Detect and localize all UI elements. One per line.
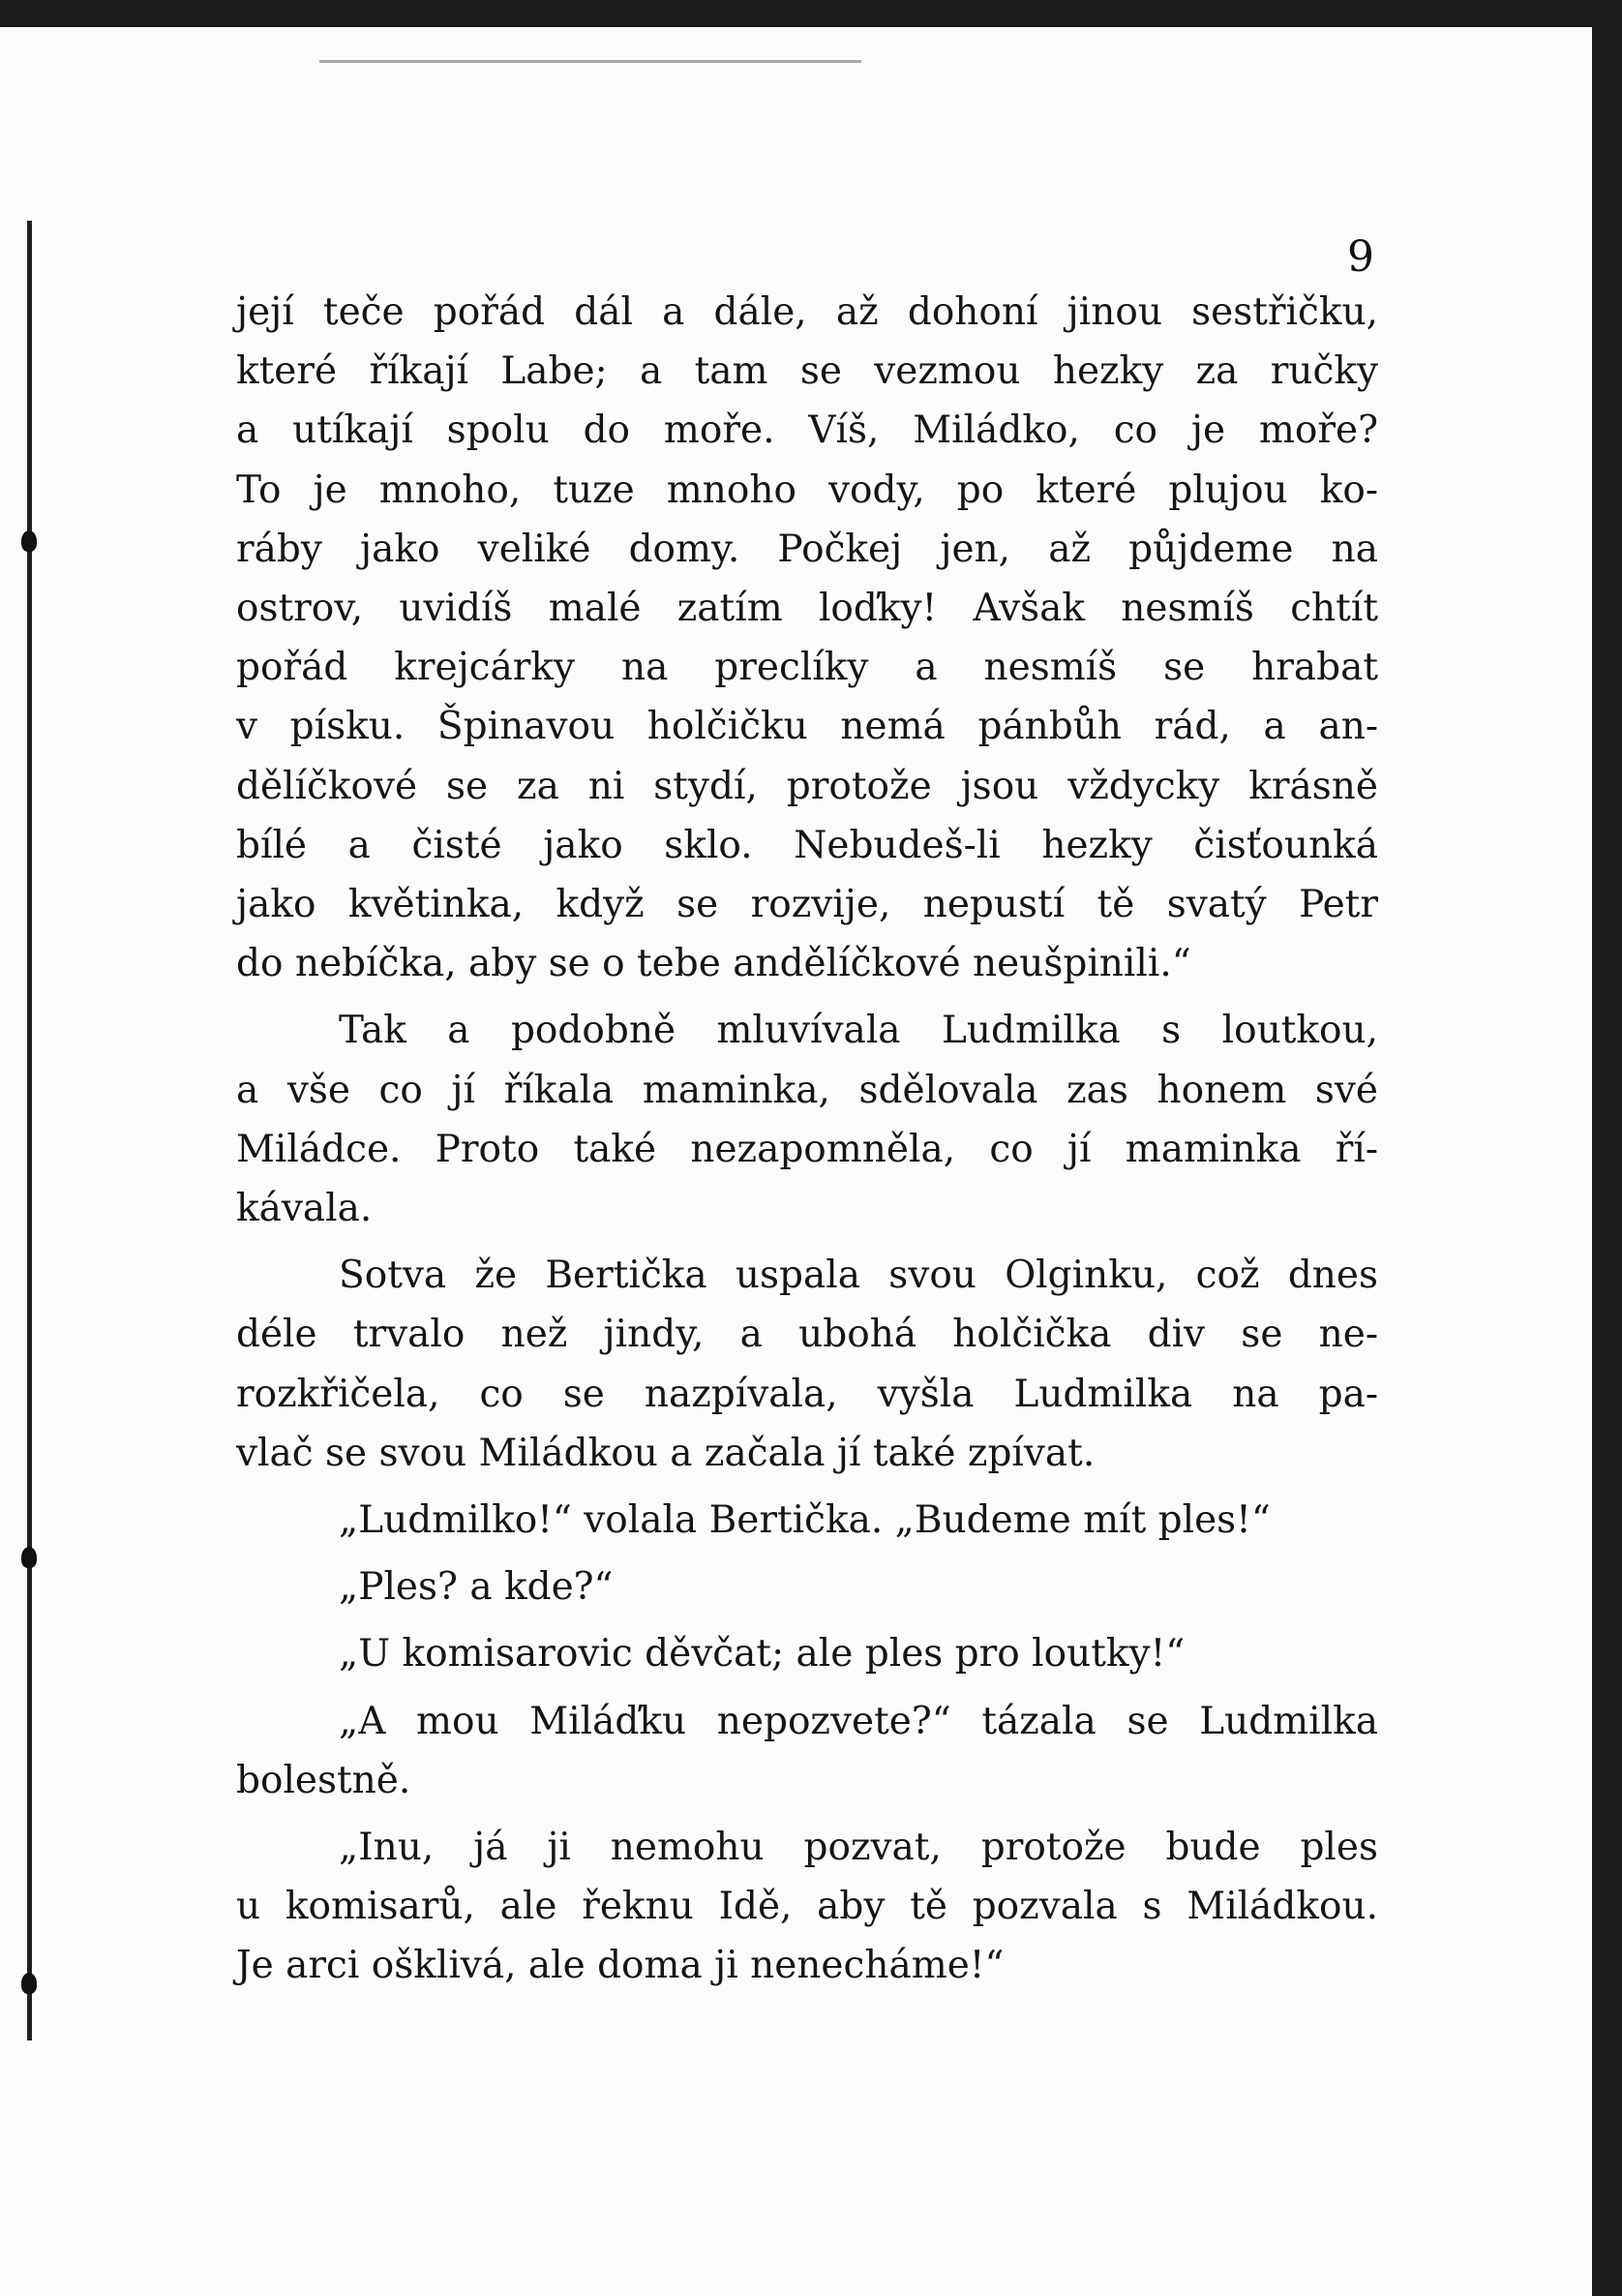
text-line: „Inu, já ji nemohu pozvat, protože bude ples [339, 1826, 1378, 1870]
text-line: bolestně. [236, 1758, 411, 1802]
text-line: Tak a podobně mluvívala Ludmilka s loutkou, [339, 1009, 1378, 1053]
paragraph [236, 1692, 1378, 1810]
paragraph [236, 1491, 1378, 1550]
paragraph [236, 1001, 1378, 1238]
text-line: jako květinka, když se rozvije, nepustí tě svatý Petr [236, 883, 1378, 927]
binding-mark [21, 1547, 37, 1568]
binding-edge [27, 221, 32, 2040]
text-line: „U komisarovic děvčat; ale ples pro loutky!“ [339, 1632, 1186, 1677]
binding-mark [21, 530, 37, 552]
text-line: déle trvalo než jindy, a ubohá holčička div se ne- [236, 1313, 1378, 1357]
paragraph [236, 283, 1378, 993]
text-line: Miládce. Proto také nezapomněla, co jí maminka ří- [236, 1127, 1378, 1171]
text-line: do nebíčka, aby se o tebe andělíčkové neušpinili.“ [236, 942, 1191, 986]
text-line: „Ples? a kde?“ [339, 1565, 614, 1610]
text-line: ostrov, uvidíš malé zatím loďky! Avšak nesmíš chtít [236, 587, 1378, 631]
text-line: Sotva že Bertička uspala svou Olginku, což dnes [339, 1254, 1378, 1298]
text-line: které říkají Labe; a tam se vezmou hezky za ručky [236, 349, 1378, 394]
text-line: její teče pořád dál a dále, až dohoní jinou sestřičku, [236, 290, 1378, 334]
text-line: dělíčkové se za ni stydí, protože jsou vždycky krásně [236, 764, 1378, 808]
text-line: vlač se svou Miládkou a začala jí také zpívat. [236, 1431, 1096, 1475]
text-line: kávala. [236, 1187, 373, 1231]
text-line: bílé a čisté jako sklo. Nebudeš-li hezky čisťounká [236, 823, 1378, 867]
paragraph [236, 1246, 1378, 1483]
text-line: „Ludmilko!“ volala Bertička. „Budeme mít ples!“ [339, 1498, 1271, 1543]
page-number: 9 [1347, 232, 1374, 282]
text-line: u komisarů, ale řeknu Idě, aby tě pozvala s Miládkou. [236, 1885, 1378, 1929]
text-line: ráby jako veliké domy. Počkej jen, až půjdeme na [236, 527, 1378, 571]
text-line: Je arci ošklivá, ale doma ji nenecháme!“ [236, 1944, 1005, 1988]
paragraph [236, 1818, 1378, 1996]
paragraph [236, 1557, 1378, 1616]
text-line: pořád krejcárky na preclíky a nesmíš se hrabat [236, 646, 1378, 690]
text-line: To je mnoho, tuze mnoho vody, po které plujou ko- [236, 468, 1378, 512]
text-line: rozkřičela, co se nazpívala, vyšla Ludmilka na pa- [236, 1372, 1378, 1416]
top-edge-line [319, 60, 861, 63]
paragraph [236, 1624, 1378, 1683]
text-line: „A mou Miláďku nepozvete?“ tázala se Ludmilka [339, 1699, 1378, 1743]
text-line: v písku. Špinavou holčičku nemá pánbůh rád, a an- [236, 705, 1378, 749]
text-line: a vše co jí říkala maminka, sdělovala zas honem své [236, 1068, 1378, 1112]
binding-mark [21, 1973, 37, 1994]
text-line: a utíkají spolu do moře. Víš, Miládko, co je moře? [236, 408, 1378, 453]
body-text [236, 283, 1378, 2004]
